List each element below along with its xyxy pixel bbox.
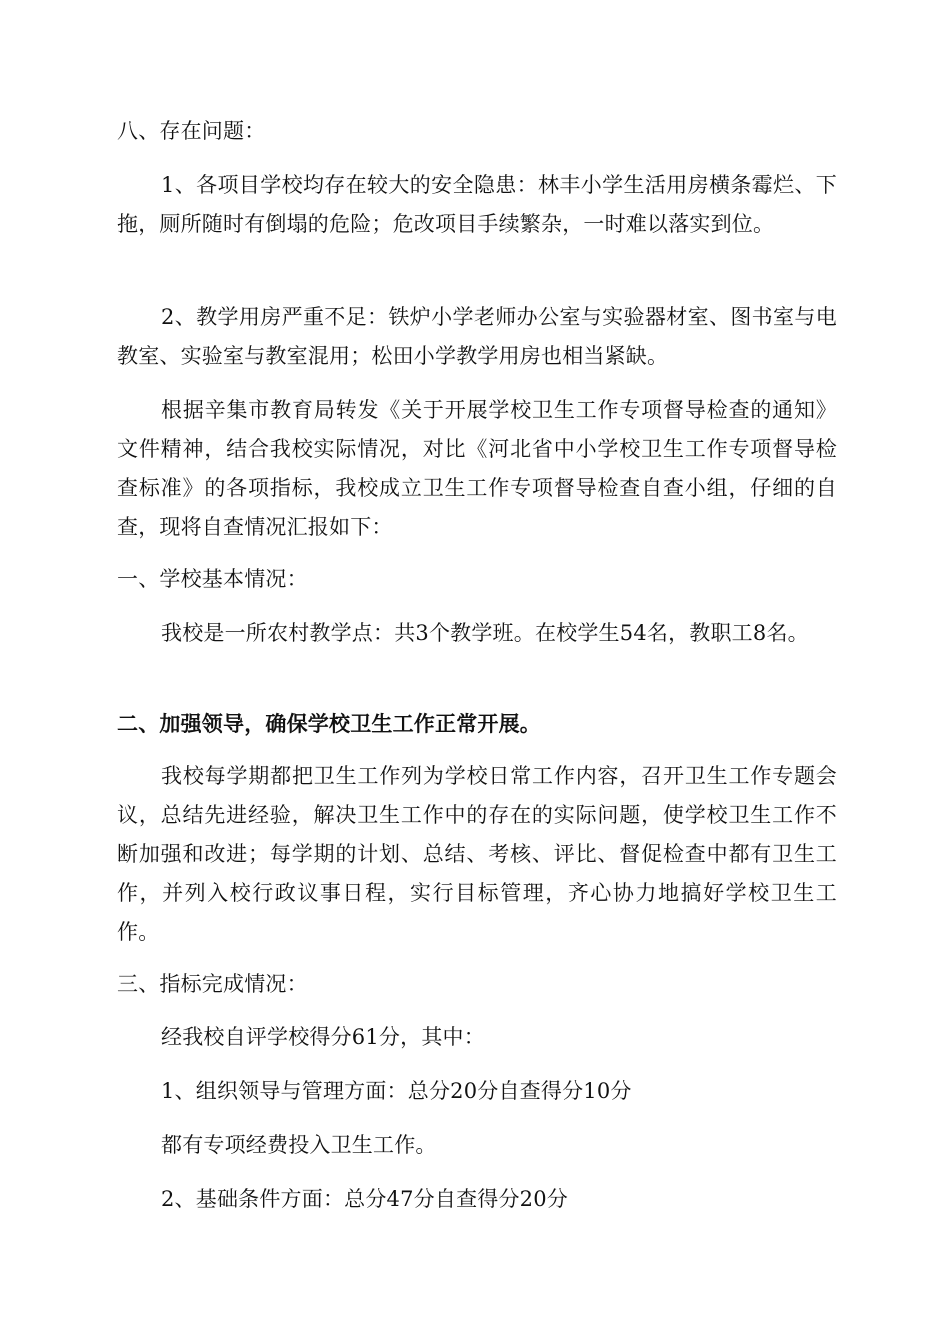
section-heading-leadership: 二、加强领导，确保学校卫生工作正常开展。	[117, 712, 541, 736]
section-heading-basic-info: 一、学校基本情况：	[117, 567, 308, 591]
paragraph-teaching-rooms: 2、教学用房严重不足：铁炉小学老师办公室与实验器材室、图书室与电教室、实验室与教室混用；松田小学教学用房也相当紧缺。	[117, 305, 837, 368]
section-heading-problems: 八、存在问题：	[117, 119, 266, 143]
section-heading-indicators: 三、指标完成情况：	[117, 972, 308, 996]
paragraph-basic-info: 我校是一所农村教学点：共3个教学班。在校学生54名，教职工8名。	[161, 621, 809, 645]
paragraph-total-score: 经我校自评学校得分61分，其中：	[161, 1025, 485, 1049]
paragraph-intro: 根据辛集市教育局转发《关于开展学校卫生工作专项督导检查的通知》文件精神，结合我校实际情况，对比《河北省中小学校卫生工作专项督导检查标准》的各项指标，我校成立卫生工作专项督导检查自查小组，仔细的自查，现将自查情况汇报如下：	[117, 398, 837, 539]
paragraph-safety-hazards: 1、各项目学校均存在较大的安全隐患：林丰小学生活用房横条霉烂、下拖，厕所随时有倒塌的危险；危改项目手续繁杂，一时难以落实到位。	[117, 173, 837, 236]
paragraph-score-organization: 1、组织领导与管理方面：总分20分自查得分10分	[161, 1079, 632, 1103]
paragraph-score-basic-conditions: 2、基础条件方面：总分47分自查得分20分	[161, 1187, 569, 1211]
paragraph-funding: 都有专项经费投入卫生工作。	[161, 1133, 437, 1157]
paragraph-leadership: 我校每学期都把卫生工作列为学校日常工作内容，召开卫生工作专题会议，总结先进经验，解决卫生工作中的存在的实际问题，使学校卫生工作不断加强和改进；每学期的计划、总结、考核、评比、督促检查中都有卫生工作，并列入校行政议事日程，实行目标管理，齐心协力地搞好学校卫生工作。	[117, 764, 837, 944]
